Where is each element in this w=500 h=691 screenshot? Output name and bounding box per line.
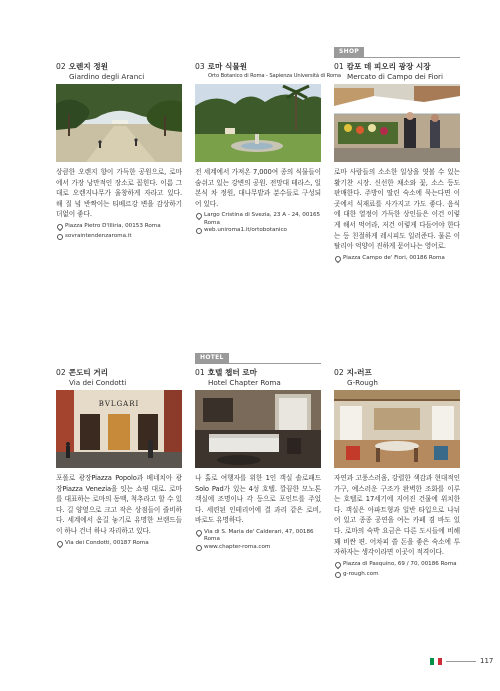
listing-info (195, 529, 321, 554)
website-icon (196, 228, 202, 234)
photo-orange-garden (56, 84, 182, 162)
listing-description: 자연과 고풍스러움, 강렬한 색감과 현대적인 가구, 예스러운 구조가 완벽한 조화를 이루는 호텔로 17세기에 지어진 건물에 위치한다. 객실은 아파트형과 일반 타입으로 나뉘어 있고 종종 공연을 여는 카페 겸 바도 있다. 로마의 숙박 요금은 다른 도시들에 비해 꽤 비싼 편. 어차피 쓸 돈을 좋은 숙소에 투자하자는 생각이라면 이곳이 적격이다. (334, 474, 460, 557)
page-footer (430, 657, 493, 665)
listing-number: 02 (334, 368, 344, 377)
listing-title: 02 콘도티 거리 (56, 368, 108, 377)
section-tag-shop: SHOP (334, 47, 364, 57)
listing-subtitle: Giardino degli Aranci (69, 72, 145, 81)
listing-description: 나 홀로 여행자를 위한 1인 객실 솔로패드Solo Pad가 있는 4성 호텔. 깔끔한 모노톤 객실에 조명이나 각 등으로 포인트를 주었다. 세련된 인테리어에 결 과리 같은 로비, 바로도 유명하다. (195, 474, 321, 525)
listing-number: 02 (56, 62, 66, 71)
photo-market (334, 84, 460, 162)
location-pin-icon (55, 539, 63, 547)
listing-g-rough (334, 368, 460, 582)
listing-description: 상큼한 오렌지 향이 가득한 공원으로, 로마에서 가장 낭만적인 장소로 꼽힌다. 이름 그대로 오렌지나무가 울창하게 자라고 있다. 해 질 녘 반짝이는 티베르강 변을 감상하기 더없이 좋다. (56, 168, 182, 219)
listing-description: 로마 사람들의 소소한 일상을 엿볼 수 있는 활기찬 시장. 신선한 채소와 꽃, 소스 등도 판매한다. 주방이 딸린 숙소에 묵는다면 이곳에서 식재료를 사가지고 가도 좋다. 음식에 대한 열정이 가득한 상인들은 이건 이렇게 해서 먹어라, 저건 이렇게 다듬어야 한다는 등 친절하게 레시피도 일러준다. 물론 이탈리아 억양이 진하게 묻어나는 영어로. (334, 168, 460, 251)
listing-info (195, 212, 321, 237)
website-icon (196, 545, 202, 551)
website-link[interactable]: web.uniroma1.it/ortobotanico (204, 227, 287, 234)
listing-subtitle: Mercato di Campo dei Fiori (347, 72, 444, 81)
listing-subtitle: G-Rough (347, 378, 378, 387)
location-pin-icon (194, 212, 202, 220)
address-text: Via di S. Maria de' Calderari, 47, 00186 Roma (204, 528, 314, 543)
photo-g-rough-interior (334, 390, 460, 468)
website-icon (335, 572, 341, 578)
listing-via-condotti (56, 368, 182, 550)
address-text: Via dei Condotti, 00187 Roma (65, 539, 149, 546)
photo-hotel-room (195, 390, 321, 468)
listing-description: 포폴로 광장Piazza Popolo과 베네치아 광장Piazza Venezia을 잇는 쇼핑 대로. 로마를 대표하는 로마의 동맥, 척추라고 할 수 있다. 길 양옆으로 크고 작은 상점들이 즐비하다. 세계에서 옴길 놓기로 유명한 브랜드들이 하나 건너 하나 자리하고 있다. (56, 474, 182, 535)
address-text: Largo Cristina di Svezia, 23 A - 24, 00165 Roma (204, 212, 321, 226)
location-pin-icon (194, 529, 202, 537)
listing-giardino-aranci (56, 62, 182, 244)
listing-hotel-chapter-roma (195, 368, 321, 554)
section-rule (334, 57, 460, 58)
website-icon (57, 234, 63, 240)
address-text: Piazza di Pasquino, 69 / 70, 00186 Roma (343, 560, 457, 567)
listing-title: 02 지-러프 (334, 368, 372, 377)
location-pin-icon (55, 223, 63, 231)
listing-info (56, 540, 182, 550)
listing-info (56, 223, 182, 244)
italy-flag-icon (430, 658, 442, 665)
location-pin-icon (333, 255, 341, 263)
listing-number: 02 (56, 368, 66, 377)
listing-orto-botanico (195, 62, 341, 238)
location-pin-icon (333, 561, 341, 569)
address-text: Piazza Campo de' Fiori, 00186 Roma (343, 254, 445, 261)
listing-title: 01 호텔 챕터 로마 (195, 368, 257, 377)
section-rule (195, 363, 321, 364)
listing-campo-dei-fiori (334, 62, 460, 265)
flag-stripe-red (438, 658, 442, 665)
listing-title: 02 오렌지 정원 (56, 62, 108, 71)
listing-subtitle: Via dei Condotti (69, 378, 127, 387)
svg-text:BVLGARI: BVLGARI (98, 400, 140, 408)
section-tag-hotel: HOTEL (195, 353, 229, 363)
listing-info (334, 255, 460, 265)
listing-number: 01 (334, 62, 344, 71)
website-link[interactable]: www.chapter-roma.com (204, 543, 271, 550)
footer-rule (446, 661, 476, 662)
listing-info (334, 561, 460, 582)
listing-title: 03 로마 식물원 (195, 62, 247, 71)
listing-subtitle: Hotel Chapter Roma (208, 378, 281, 387)
page-number: 117 (480, 657, 494, 665)
listing-title: 01 캄포 데 피오리 광장 시장 (334, 62, 431, 71)
listing-number: 01 (195, 368, 205, 377)
listing-number: 03 (195, 62, 205, 71)
listing-description: 전 세계에서 가져온 7,000여 종의 식물들이 숨쉬고 있는 강변의 공원. 전망대 테라스, 일본식 차 정원, 대나무밭과 분수들로 구성되어 있다. (195, 168, 321, 208)
photo-via-condotti (56, 390, 182, 468)
website-link[interactable]: g-rough.com (343, 571, 379, 578)
listing-subtitle: Orto Botanico di Roma - Sapienza Università di Roma (208, 73, 341, 79)
address-text: Piazza Pietro D'Illiria, 00153 Roma (65, 222, 161, 229)
website-link[interactable]: sovraintendenzaroma.it (65, 233, 132, 240)
photo-botanical-garden (195, 84, 321, 162)
